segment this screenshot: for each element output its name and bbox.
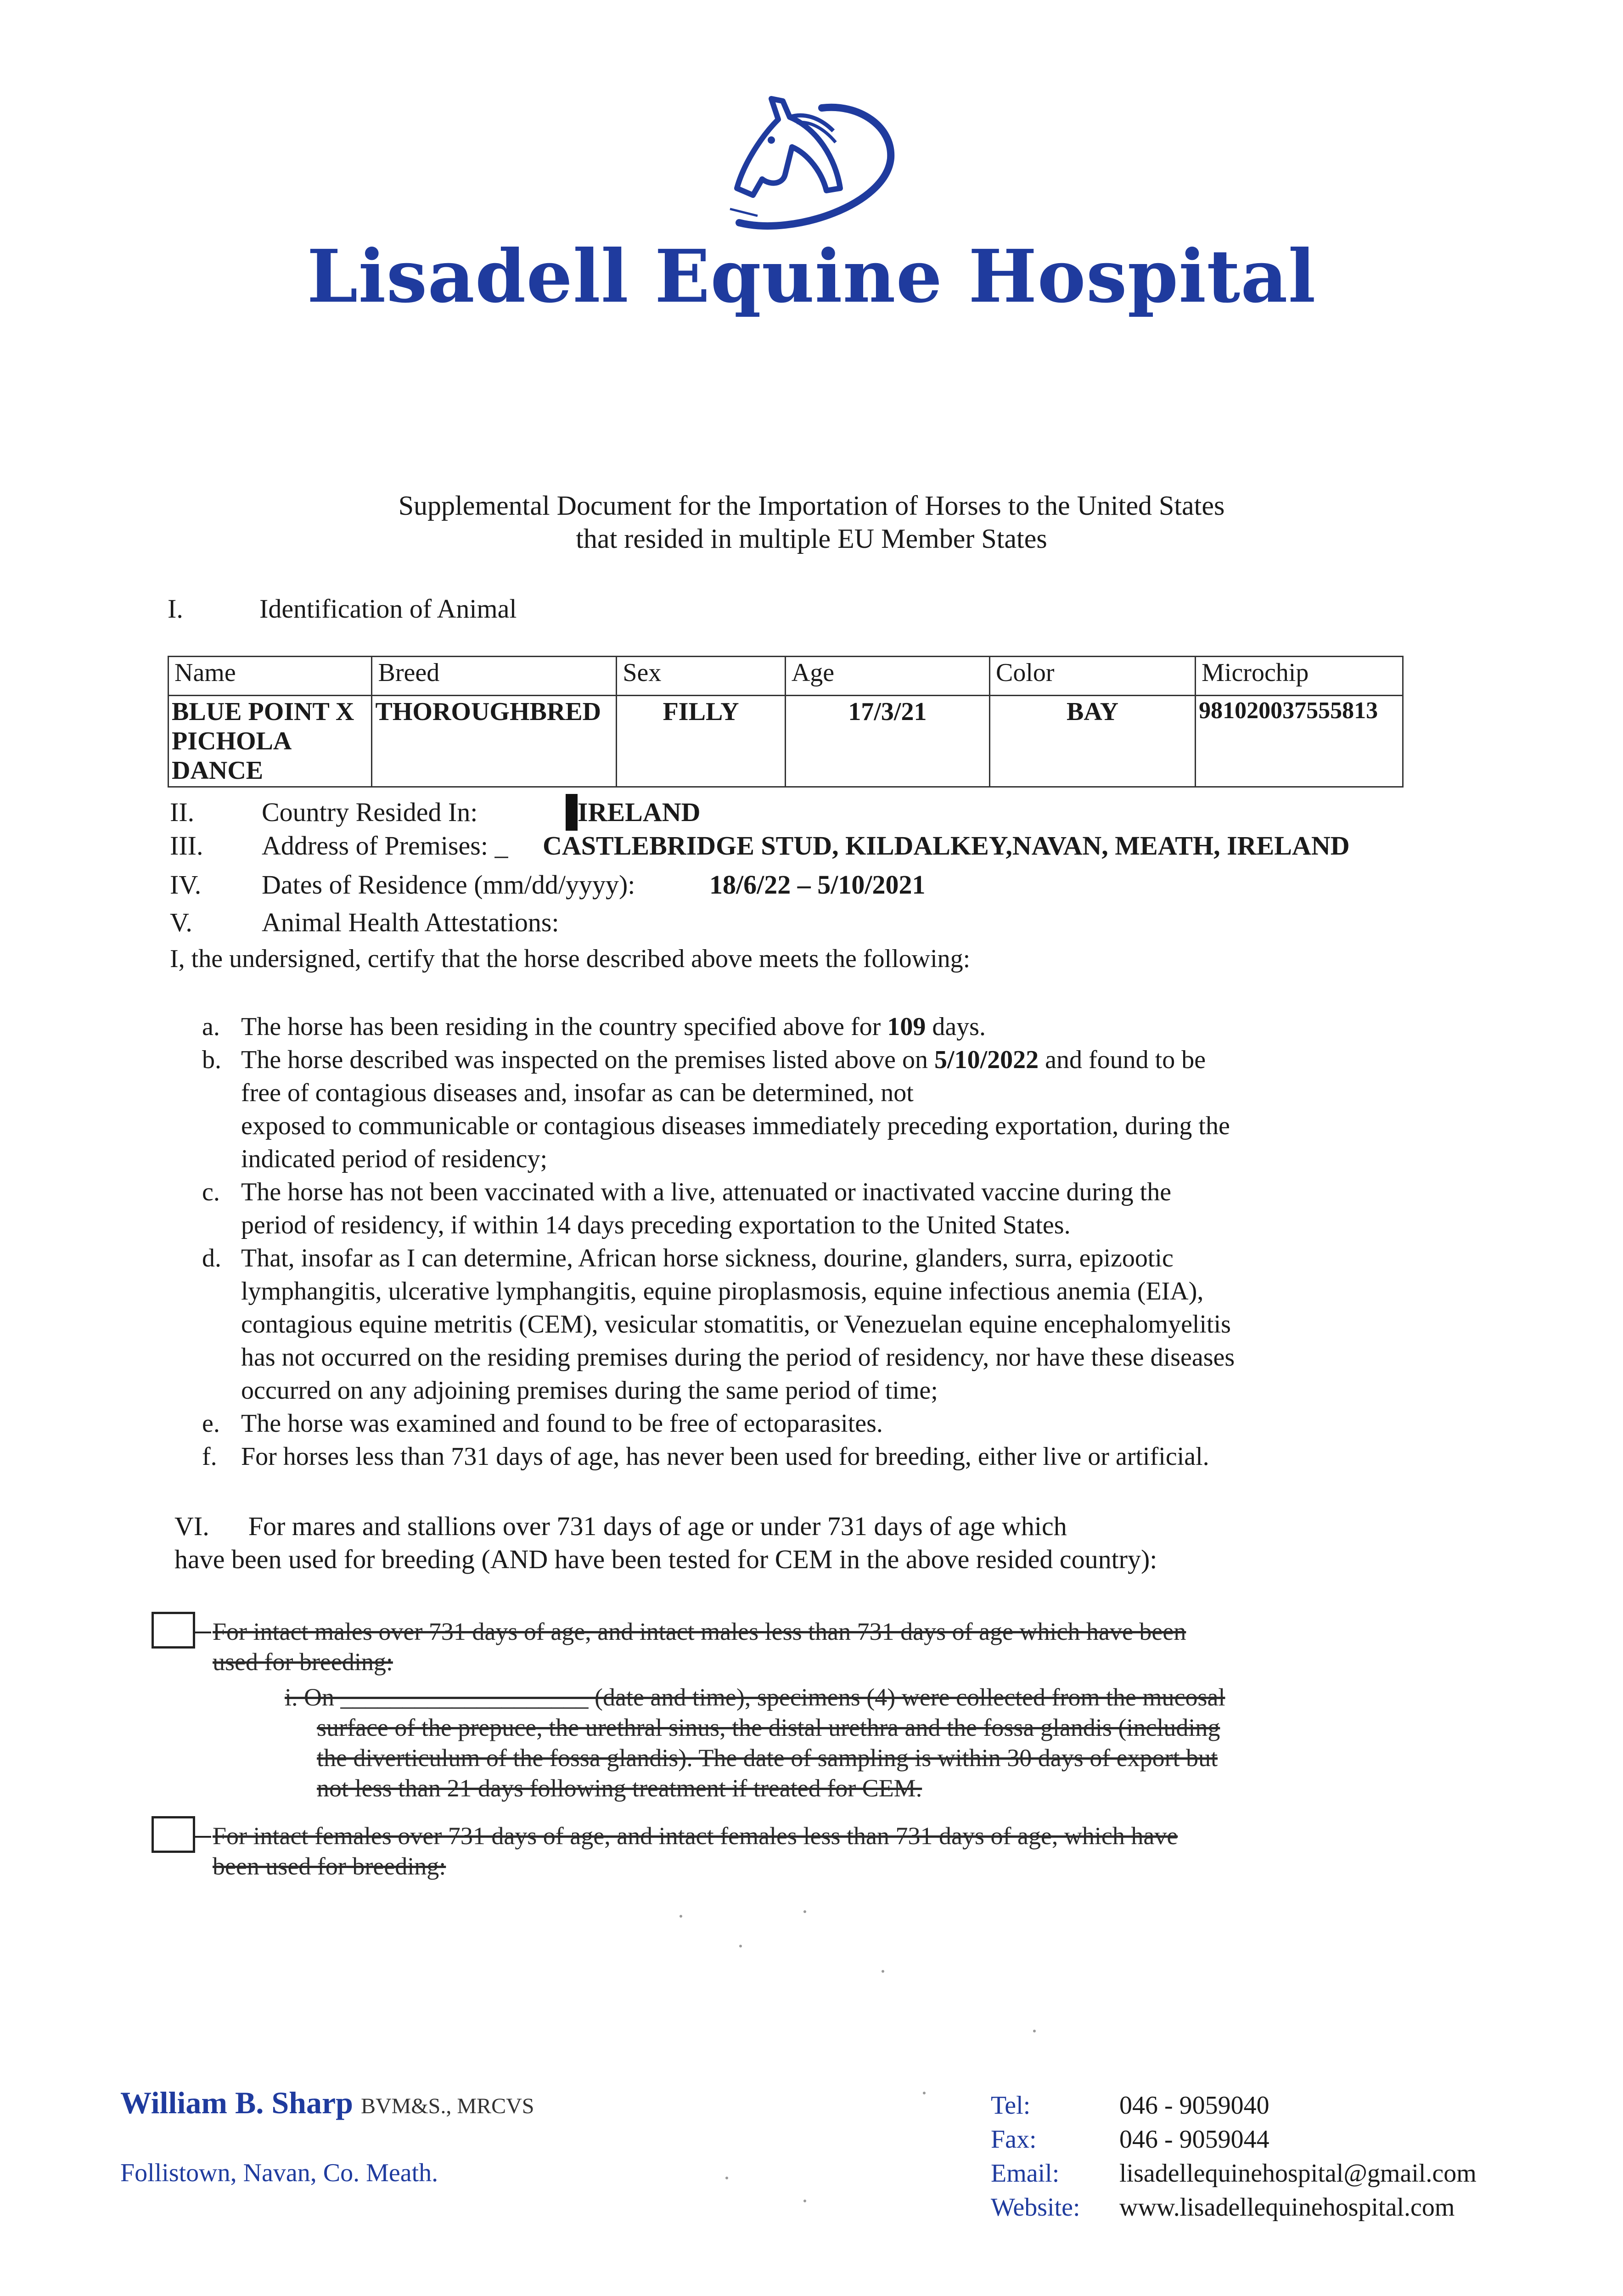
item-a-text: The horse has been residing in the country specified above for xyxy=(241,1013,887,1041)
email-link[interactable]: lisadellequinehospital@gmail.com xyxy=(1119,2159,1477,2188)
section-identification xyxy=(168,593,719,626)
scan-speck xyxy=(1033,2030,1036,2032)
scan-speck xyxy=(803,2200,806,2202)
section-label: Address of Premises: _ xyxy=(262,831,508,861)
name-line1: BLUE POINT X xyxy=(172,698,354,726)
scan-speck xyxy=(739,1945,742,1947)
cell-microchip: 981020037555813 xyxy=(1196,696,1403,787)
document-title-line2: that resided in multiple EU Member States xyxy=(576,523,1047,554)
contact-block xyxy=(991,2088,1542,2224)
contact-row-fax xyxy=(991,2122,1542,2156)
vet-credentials: BVM&S., MRCVS xyxy=(360,2094,534,2118)
tel-value[interactable]: 046 - 9059040 xyxy=(1119,2091,1269,2120)
males-line2: used for breeding: xyxy=(213,1648,393,1676)
list-item xyxy=(202,1242,1377,1407)
document-title-line1: Supplemental Document for the Importation of Horses to the United States xyxy=(398,490,1225,521)
identification-table xyxy=(168,656,1404,788)
males-subitem-line2: surface of the prepuce, the urethral sinus, the distal urethra and the fossa glandis (including xyxy=(317,1714,1220,1741)
vet-signature-block xyxy=(120,2085,534,2121)
header-sex: Sex xyxy=(617,657,785,696)
section-label: Animal Health Attestations: xyxy=(262,907,559,937)
item-b-line3: exposed to communicable or contagious diseases immediately preceding exportation, during the xyxy=(241,1112,1230,1140)
item-b-line2: free of contagious diseases and, insofar as can be determined, not xyxy=(241,1079,914,1107)
males-checkbox[interactable] xyxy=(152,1612,195,1649)
section-number: V. xyxy=(170,907,192,937)
scan-speck xyxy=(923,2092,926,2094)
cell-color: BAY xyxy=(990,696,1196,787)
cell-name xyxy=(168,696,372,787)
males-subitem-line4: not less than 21 days following treatment if treated for CEM. xyxy=(317,1774,922,1802)
header-microchip: Microchip xyxy=(1196,657,1403,696)
section-health xyxy=(170,907,1410,940)
attestation-list xyxy=(202,1010,1377,1473)
vet-name: William B. Sharp xyxy=(120,2085,353,2120)
section-number: IV. xyxy=(170,870,202,900)
contact-row-email xyxy=(991,2156,1542,2190)
residence-days: 109 xyxy=(887,1013,926,1041)
header-age: Age xyxy=(785,657,989,696)
header-breed: Breed xyxy=(372,657,617,696)
females-line2: been used for breeding: xyxy=(213,1852,446,1880)
section-breeding xyxy=(174,1510,1157,1576)
females-checkbox[interactable] xyxy=(152,1816,195,1853)
website-link[interactable]: www.lisadellequinehospital.com xyxy=(1119,2193,1455,2222)
country-value: IRELAND xyxy=(578,797,701,827)
document-title xyxy=(0,489,1623,555)
scan-speck xyxy=(725,2177,728,2179)
name-line3: DANCE xyxy=(172,756,264,785)
item-a-suffix: days. xyxy=(926,1013,986,1041)
males-subitem xyxy=(285,1682,1225,1803)
section-dates xyxy=(170,869,1410,902)
item-d-line4: has not occurred on the residing premises during the period of residency, nor have these diseases xyxy=(241,1343,1235,1372)
checkbox-leader-line xyxy=(193,1632,211,1633)
tel-label: Tel: xyxy=(991,2091,1031,2120)
section-breeding-line1: For mares and stallions over 731 days of age or under 731 days of age which xyxy=(248,1511,1067,1541)
item-d-line5: occurred on any adjoining premises during the same period of time; xyxy=(241,1376,938,1405)
header-color: Color xyxy=(990,657,1196,696)
item-marker: c. xyxy=(202,1178,220,1206)
males-section xyxy=(213,1616,1186,1677)
email-label: Email: xyxy=(991,2159,1060,2188)
section-label: Country Resided In: xyxy=(262,797,478,827)
section-number: III. xyxy=(170,831,203,861)
section-breeding-line2: have been used for breeding (AND have been tested for CEM in the above resided country): xyxy=(174,1544,1157,1574)
females-section xyxy=(213,1821,1178,1881)
item-d-line1: That, insofar as I can determine, African horse sickness, dourine, glanders, surra, epizootic xyxy=(241,1244,1174,1272)
certify-statement: I, the undersigned, certify that the horse described above meets the following: xyxy=(170,945,971,973)
dates-value: 18/6/22 – 5/10/2021 xyxy=(709,870,926,900)
item-c-line1: The horse has not been vaccinated with a live, attenuated or inactivated vaccine during the xyxy=(241,1178,1172,1206)
item-marker: f. xyxy=(202,1442,217,1471)
name-line2: PICHOLA xyxy=(172,727,292,755)
cell-sex: FILLY xyxy=(617,696,785,787)
redaction-mark xyxy=(566,794,578,831)
horse-logo-icon xyxy=(702,85,904,236)
table-row xyxy=(168,696,1403,787)
males-subitem-line1: i. On ____________________ (date and time), specimens (4) were collected from the mucosal xyxy=(285,1683,1225,1711)
website-label: Website: xyxy=(991,2193,1080,2222)
scan-speck xyxy=(882,1970,884,1973)
hospital-name: Lisadell Equine Hospital xyxy=(307,234,1316,319)
section-number: VI. xyxy=(174,1511,209,1541)
item-d-line3: contagious equine metritis (CEM), vesicular stomatitis, or Venezuelan equine encephalomyelitis xyxy=(241,1310,1231,1339)
item-c-line2: period of residency, if within 14 days preceding exportation to the United States. xyxy=(241,1211,1071,1239)
item-e-text: The horse was examined and found to be free of ectoparasites. xyxy=(241,1409,883,1438)
checkbox-leader-line xyxy=(193,1836,211,1838)
section-address xyxy=(170,830,1455,863)
section-number: II. xyxy=(170,797,195,827)
list-item xyxy=(202,1176,1377,1242)
section-label: Dates of Residence (mm/dd/yyyy): xyxy=(262,870,635,900)
item-b-suffix: and found to be xyxy=(1039,1046,1206,1074)
fax-value: 046 - 9059044 xyxy=(1119,2125,1269,2154)
address-value: CASTLEBRIDGE STUD, KILDALKEY,NAVAN, MEATH, IRELAND xyxy=(543,831,1350,861)
header-name: Name xyxy=(168,657,372,696)
item-b-line4: indicated period of residency; xyxy=(241,1145,548,1173)
item-marker: d. xyxy=(202,1244,221,1272)
scan-speck xyxy=(680,1915,682,1918)
section-number: I. xyxy=(168,594,183,624)
section-country xyxy=(170,797,1410,830)
fax-label: Fax: xyxy=(991,2125,1037,2154)
males-line1: For intact males over 731 days of age, and intact males less than 731 days of age which have been xyxy=(213,1618,1186,1645)
cell-age: 17/3/21 xyxy=(785,696,989,787)
scan-speck xyxy=(803,1910,806,1913)
item-f-text: For horses less than 731 days of age, has never been used for breeding, either live or artificial. xyxy=(241,1442,1209,1471)
item-marker: e. xyxy=(202,1409,220,1438)
vet-address: Follistown, Navan, Co. Meath. xyxy=(120,2159,438,2187)
list-item xyxy=(202,1407,1377,1440)
contact-row-website xyxy=(991,2190,1542,2224)
list-item xyxy=(202,1043,1377,1176)
cell-breed: THOROUGHBRED xyxy=(372,696,617,787)
item-marker: a. xyxy=(202,1013,220,1041)
item-marker: b. xyxy=(202,1046,221,1074)
item-d-line2: lymphangitis, ulcerative lymphangitis, equine piroplasmosis, equine infectious anemia (EIA), xyxy=(241,1277,1204,1306)
males-subitem-line3: the diverticulum of the fossa glandis). The date of sampling is within 30 days of export but xyxy=(317,1744,1218,1772)
females-line1: For intact females over 731 days of age, and intact females less than 731 days of age, which have xyxy=(213,1822,1178,1850)
table-header-row xyxy=(168,657,1403,696)
inspection-date: 5/10/2022 xyxy=(934,1046,1039,1074)
contact-row-tel xyxy=(991,2088,1542,2122)
item-b-text: The horse described was inspected on the premises listed above on xyxy=(241,1046,935,1074)
list-item xyxy=(202,1010,1377,1043)
section-label: Identification of Animal xyxy=(259,594,517,624)
list-item xyxy=(202,1440,1377,1473)
